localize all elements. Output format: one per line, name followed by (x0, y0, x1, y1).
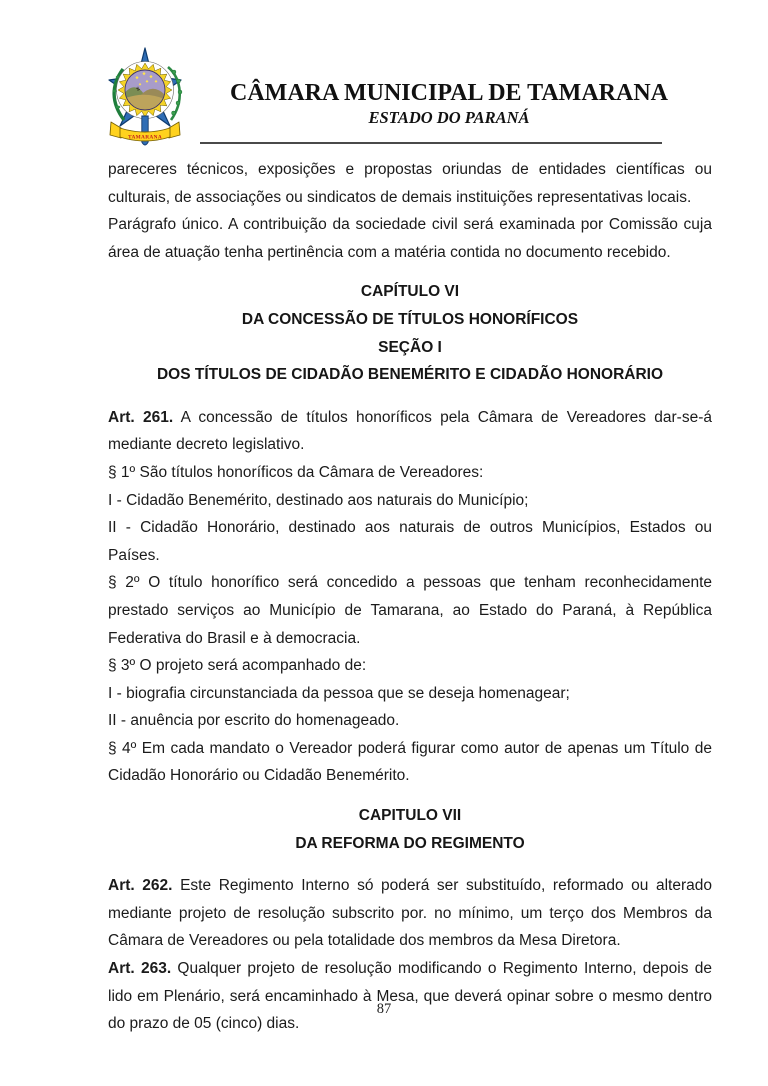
paragraph-2: § 2º O título honorífico será concedido a pessoas que tenham reconhecidamente prestado serviços ao Município de Tamarana, ao Estado do Paraná, à República Federativa do Brasil e à democracia. (108, 574, 712, 647)
organization-state: ESTADO DO PARANÁ (368, 108, 530, 127)
coat-of-arms-icon (108, 47, 186, 148)
chapter-vi-title: DA CONCESSÃO DE TÍTULOS HONORÍFICOS (241, 310, 579, 328)
article-263-label: Art. 263. (108, 960, 172, 978)
chapter-vii-number: CAPITULO VII (358, 807, 462, 825)
article-261-label: Art. 261. (108, 408, 174, 426)
article-261 (108, 404, 712, 459)
section-i-title: DOS TÍTULOS DE CIDADÃO BENEMÉRITO E CIDADÃO HONORÁRIO (156, 366, 664, 384)
paragraph-4: § 4º Em cada mandato o Vereador poderá figurar como autor de apenas um Título de Cidadão Honorário ou Cidadão Benemérito. (108, 739, 712, 785)
ribbon-text: TAMARANA (127, 134, 163, 141)
coat-of-arms-logo (108, 47, 186, 148)
item-i-biografia: I - biografia circunstanciada da pessoa que se deseja homenagear; (108, 684, 570, 702)
article-262-text: Este Regimento Interno só poderá ser substituído, reformado ou alterado mediante projeto de resolução subscrito por. no mínimo, um terço dos Membros da Câmara de Vereadores ou pela totalidade dos membros da Mesa Diretora. (108, 877, 713, 950)
item-i-benemerito: I - Cidadão Benemérito, destinado aos naturais do Município; (108, 491, 529, 509)
chapter-vi-heading-group (108, 278, 712, 388)
article-261-text: A concessão de títulos honoríficos pela Câmara de Vereadores dar-se-á mediante decreto legislativo. (108, 408, 712, 454)
page-footer (0, 1001, 768, 1018)
article-262-label: Art. 262. (108, 877, 173, 895)
paragraph-1: § 1º São títulos honoríficos da Câmara de Vereadores: (108, 463, 484, 481)
item-ii-honorario: II - Cidadão Honorário, destinado aos naturais de outros Municípios, Estados ou Países. (108, 519, 712, 564)
paragraph-entities: pareceres técnicos, exposições e propostas oriundas de entidades científicas ou culturais, de associações ou sindicatos de demais instituições representativas locais. (108, 161, 712, 206)
chapter-vi-number: CAPÍTULO VI (360, 283, 460, 301)
article-263-text: Qualquer projeto de resolução modificando o Regimento Interno, depois de lido em Plenário, será encaminhado à Mesa, que deverá opinar sobre o mesmo dentro do prazo de 05 (cinco) dias. (108, 960, 712, 1033)
section-i-number: SEÇÃO I (378, 338, 442, 356)
chapter-vii-title: DA REFORMA DO REGIMENTO (295, 834, 525, 852)
paragraph-sole: Parágrafo único. A contribuição da sociedade civil será examinada por Comissão cuja área de atuação tenha pertinência com a matéria contida no documento recebido. (108, 216, 712, 261)
page-number: 87 (376, 1001, 392, 1017)
organization-name: CÂMARA MUNICIPAL DE TAMARANA (230, 80, 668, 106)
header-divider (200, 142, 662, 144)
letterhead (108, 47, 712, 148)
article-263 (108, 955, 712, 1038)
article-262 (108, 872, 712, 955)
letterhead-text (186, 47, 712, 148)
chapter-vii-heading-group (108, 802, 712, 857)
paragraph-3: § 3º O projeto será acompanhado de: (108, 657, 367, 675)
item-ii-anuencia: II - anuência por escrito do homenageado. (108, 712, 400, 730)
document-body (108, 156, 712, 1038)
